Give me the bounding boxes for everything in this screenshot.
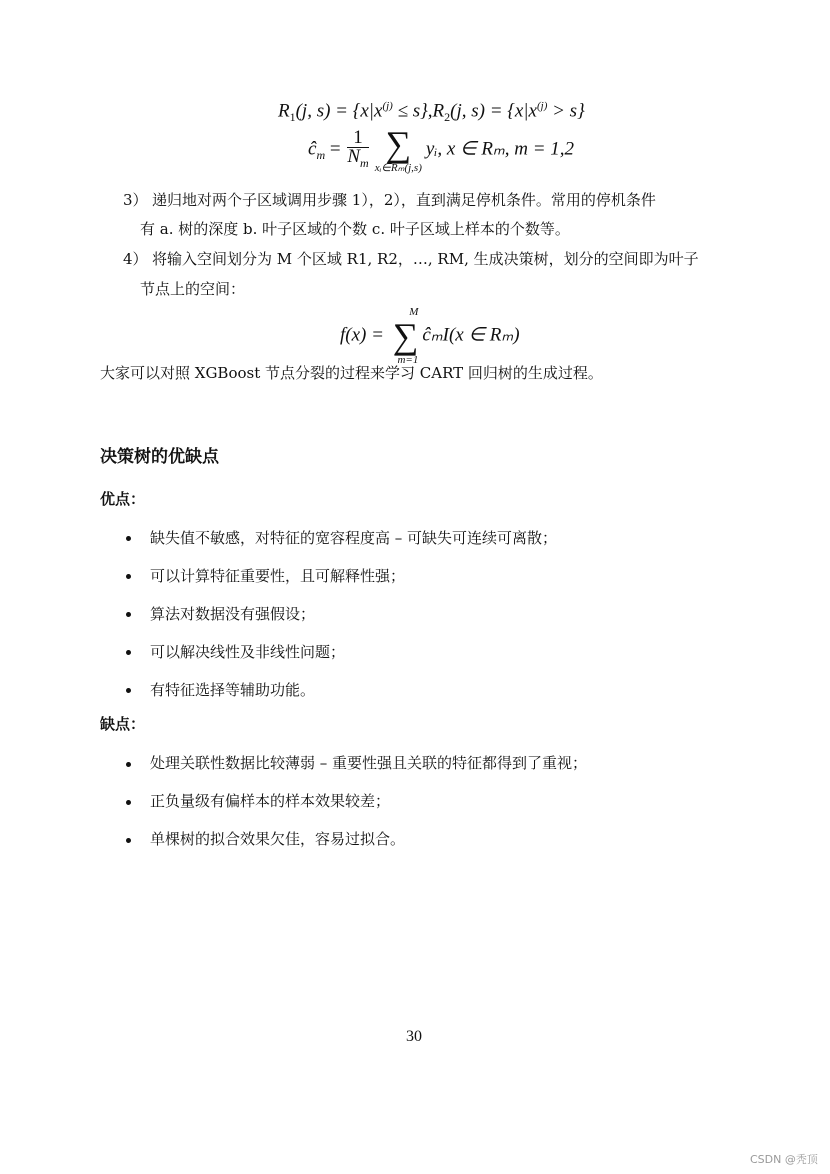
watermark: CSDN @秃顶	[750, 1153, 818, 1166]
section-heading: 决策树的优缺点	[100, 447, 219, 467]
formula-fx: f(x) = M ∑ m=1 ĉₘI(x ∈ Rₘ)	[340, 306, 520, 366]
list-item: 可以解决线性及非线性问题；	[150, 643, 346, 661]
list-item: 处理关联性数据比较薄弱 – 重要性强且关联的特征都得到了重视；	[150, 754, 588, 772]
bullet-icon	[126, 688, 131, 693]
step-4-number: 4）	[123, 250, 148, 268]
page-number: 30	[406, 1028, 422, 1045]
list-item: 单棵树的拟合效果欠佳，容易过拟合。	[150, 830, 406, 848]
bullet-icon	[126, 574, 131, 579]
bullet-icon	[126, 650, 131, 655]
formula-cm: $ĉ_m$ = $\frac{1}{N_m}$ ∑ xᵢ∈Rₘ(j,s) yᵢ, x ∈ Rₘ, m = 1,2	[308, 124, 575, 174]
bullet-icon	[126, 612, 131, 617]
bullet-icon	[126, 800, 131, 805]
step-3-line1: 递归地对两个子区域调用步骤 1），2），直到满足停机条件。常用的停机条件	[152, 191, 656, 209]
paragraph: 大家可以对照 XGBoost 节点分裂的过程来学习 CART 回归树的生成过程。	[100, 364, 603, 382]
step-3-line2: 有 a. 树的深度 b. 叶子区域的个数 c. 叶子区域上样本的个数等。	[140, 220, 570, 238]
formula-split-regions: $R_1(j$, $s) = \{x|x^{(j)} \le s\},R_2(j$, $s) = \{x|x^{(j)} > s\}$	[278, 100, 585, 125]
list-item: 可以计算特征重要性，且可解释性强；	[150, 567, 406, 585]
cons-title: 缺点：	[100, 715, 146, 733]
list-item: 正负量级有偏样本的样本效果较差；	[150, 792, 391, 810]
list-item: 有特征选择等辅助功能。	[150, 681, 316, 699]
step-3-number: 3）	[123, 191, 148, 209]
list-item: 缺失值不敏感，对特征的宽容程度高 – 可缺失可连续可离散；	[150, 529, 558, 547]
step-4-line2: 节点上的空间：	[140, 280, 246, 298]
bullet-icon	[126, 762, 131, 767]
step-4-line1: 将输入空间划分为 M 个区域 R1, R2，…, RM, 生成决策树，划分的空间即为叶子	[152, 250, 699, 268]
list-item: 算法对数据没有强假设；	[150, 605, 316, 623]
pros-title: 优点：	[100, 490, 146, 508]
bullet-icon	[126, 838, 131, 843]
bullet-icon	[126, 536, 131, 541]
